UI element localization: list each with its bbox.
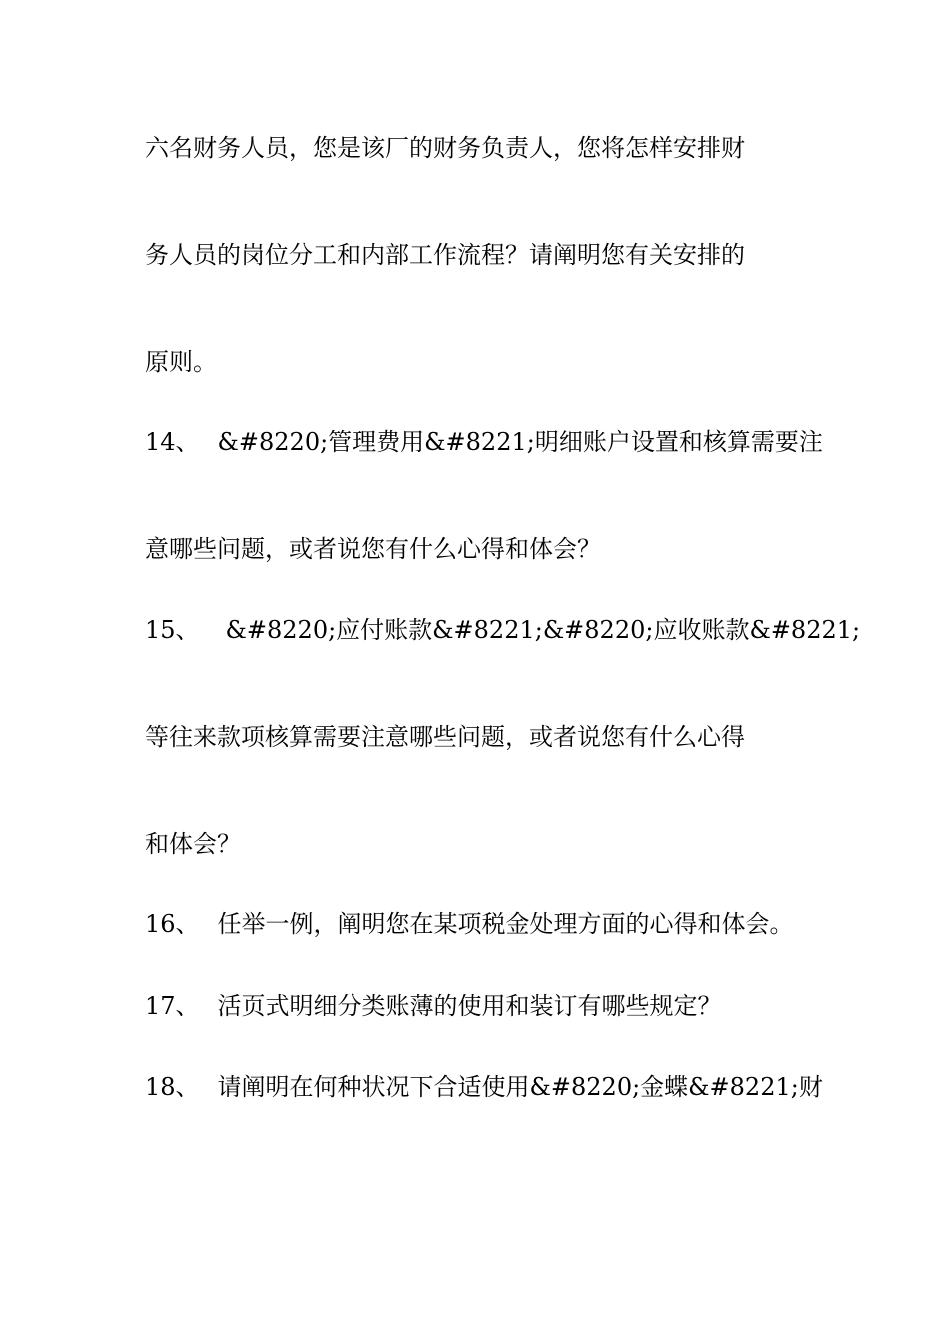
text-line bbox=[145, 240, 745, 270]
question-number: 15、 bbox=[145, 616, 200, 644]
line-text: 等往来款项核算需要注意哪些问题，或者说您有什么心得 bbox=[145, 723, 745, 751]
text-line bbox=[145, 722, 745, 752]
question-line bbox=[145, 991, 722, 1021]
question-number: 16、 bbox=[145, 910, 200, 938]
question-line bbox=[145, 427, 823, 457]
question-number: 14、 bbox=[145, 428, 200, 456]
text-line bbox=[145, 534, 601, 564]
line-text: 六名财务人员，您是该厂的财务负责人，您将怎样安排财 bbox=[145, 134, 745, 162]
line-text: &#8220;应付账款&#8221;&#8220;应收账款&#8221; bbox=[225, 616, 861, 644]
question-line bbox=[145, 909, 794, 939]
question-line bbox=[145, 1072, 823, 1102]
line-text: 任举一例，阐明您在某项税金处理方面的心得和体会。 bbox=[217, 910, 794, 938]
text-line bbox=[145, 829, 241, 859]
question-number: 17、 bbox=[145, 992, 200, 1020]
line-text: 务人员的岗位分工和内部工作流程？请阐明您有关安排的 bbox=[145, 241, 745, 269]
text-line bbox=[145, 133, 745, 163]
line-text: 原则。 bbox=[145, 348, 217, 376]
line-text: 意哪些问题，或者说您有什么心得和体会？ bbox=[145, 535, 601, 563]
line-text: 和体会？ bbox=[145, 830, 241, 858]
line-text: &#8220;管理费用&#8221;明细账户设置和核算需要注 bbox=[217, 428, 823, 456]
line-text: 请阐明在何种状况下合适使用&#8220;金蝶&#8221;财 bbox=[217, 1073, 823, 1101]
question-line bbox=[145, 615, 860, 645]
line-text: 活页式明细分类账薄的使用和装订有哪些规定？ bbox=[217, 992, 722, 1020]
text-line bbox=[145, 347, 217, 377]
question-number: 18、 bbox=[145, 1073, 200, 1101]
